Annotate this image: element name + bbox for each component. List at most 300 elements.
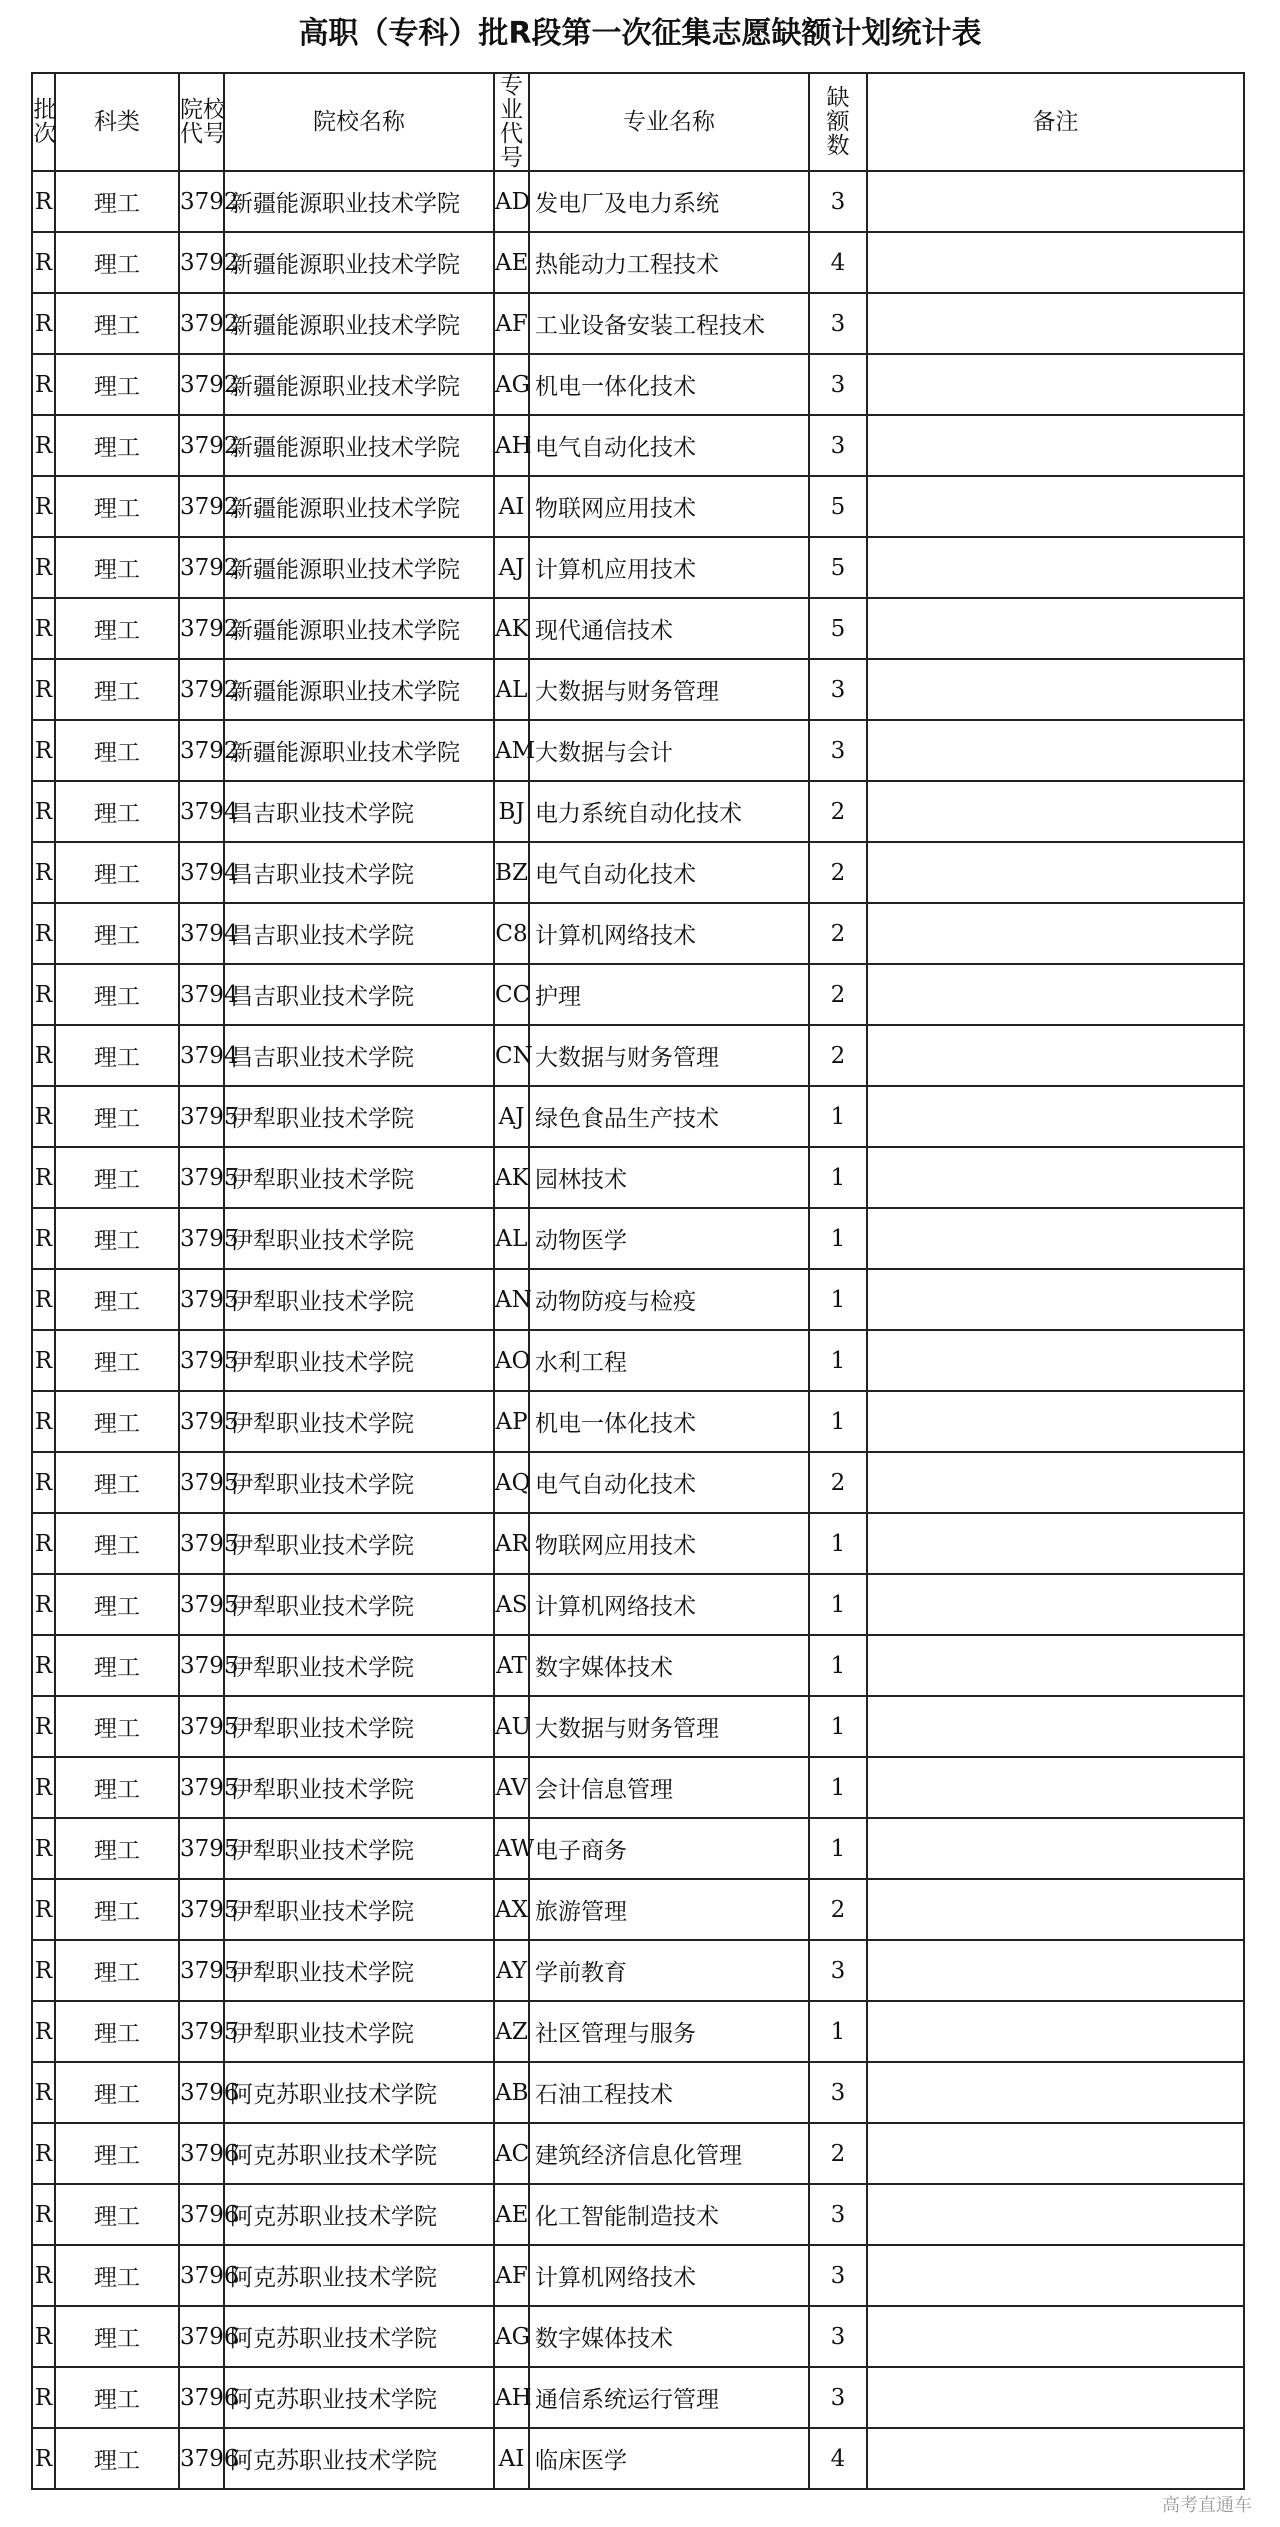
batch-cell: R bbox=[32, 1391, 55, 1452]
vacancy-count-cell: 1 bbox=[809, 1818, 867, 1879]
school-code-cell: 3792 bbox=[179, 537, 224, 598]
batch-cell: R bbox=[32, 1086, 55, 1147]
header-school-name: 院校名称 bbox=[224, 73, 494, 171]
vacancy-count-cell: 1 bbox=[809, 1574, 867, 1635]
remarks-cell bbox=[867, 1452, 1244, 1513]
major-code-cell: AD bbox=[494, 171, 529, 232]
major-code-cell: AE bbox=[494, 2184, 529, 2245]
table-row bbox=[32, 2184, 1244, 2245]
table-row bbox=[32, 354, 1244, 415]
major-name-cell: 临床医学 bbox=[529, 2428, 809, 2489]
school-code-cell: 3796 bbox=[179, 2184, 224, 2245]
major-name-cell: 大数据与财务管理 bbox=[529, 659, 809, 720]
category-cell: 理工 bbox=[55, 1818, 179, 1879]
batch-cell: R bbox=[32, 1330, 55, 1391]
batch-cell: R bbox=[32, 1147, 55, 1208]
school-name-cell: 昌吉职业技术学院 bbox=[224, 842, 494, 903]
batch-cell: R bbox=[32, 1696, 55, 1757]
vacancy-count-cell: 3 bbox=[809, 1940, 867, 2001]
batch-cell: R bbox=[32, 1574, 55, 1635]
table-row bbox=[32, 964, 1244, 1025]
vacancy-count-cell: 1 bbox=[809, 1269, 867, 1330]
remarks-cell bbox=[867, 1513, 1244, 1574]
major-name-cell: 建筑经济信息化管理 bbox=[529, 2123, 809, 2184]
batch-cell: R bbox=[32, 2245, 55, 2306]
school-code-cell: 3794 bbox=[179, 903, 224, 964]
major-code-cell: AI bbox=[494, 476, 529, 537]
major-name-cell: 大数据与会计 bbox=[529, 720, 809, 781]
category-cell: 理工 bbox=[55, 293, 179, 354]
major-code-cell: AK bbox=[494, 1147, 529, 1208]
table-row bbox=[32, 1452, 1244, 1513]
batch-cell: R bbox=[32, 2428, 55, 2489]
category-cell: 理工 bbox=[55, 781, 179, 842]
table-row bbox=[32, 2062, 1244, 2123]
batch-cell: R bbox=[32, 2367, 55, 2428]
major-code-cell: BZ bbox=[494, 842, 529, 903]
table-row bbox=[32, 232, 1244, 293]
batch-cell: R bbox=[32, 781, 55, 842]
school-code-cell: 3795 bbox=[179, 1330, 224, 1391]
table-row bbox=[32, 781, 1244, 842]
category-cell: 理工 bbox=[55, 1147, 179, 1208]
major-name-cell: 大数据与财务管理 bbox=[529, 1025, 809, 1086]
category-cell: 理工 bbox=[55, 1330, 179, 1391]
school-name-cell: 伊犁职业技术学院 bbox=[224, 1574, 494, 1635]
school-name-cell: 伊犁职业技术学院 bbox=[224, 1635, 494, 1696]
school-code-cell: 3795 bbox=[179, 1391, 224, 1452]
vacancy-count-cell: 1 bbox=[809, 2001, 867, 2062]
table-row bbox=[32, 1513, 1244, 1574]
vacancy-count-cell: 1 bbox=[809, 1757, 867, 1818]
major-code-cell: AL bbox=[494, 1208, 529, 1269]
vacancy-count-cell: 4 bbox=[809, 232, 867, 293]
school-code-cell: 3796 bbox=[179, 2306, 224, 2367]
school-name-cell: 新疆能源职业技术学院 bbox=[224, 720, 494, 781]
category-cell: 理工 bbox=[55, 1940, 179, 2001]
school-name-cell: 新疆能源职业技术学院 bbox=[224, 659, 494, 720]
vacancy-count-cell: 1 bbox=[809, 1696, 867, 1757]
batch-cell: R bbox=[32, 171, 55, 232]
table-row bbox=[32, 842, 1244, 903]
school-code-cell: 3792 bbox=[179, 598, 224, 659]
table-row bbox=[32, 1757, 1244, 1818]
vacancy-count-cell: 2 bbox=[809, 903, 867, 964]
vacancy-count-cell: 2 bbox=[809, 1452, 867, 1513]
table-row bbox=[32, 1818, 1244, 1879]
vacancy-count-cell: 3 bbox=[809, 659, 867, 720]
table-row bbox=[32, 1391, 1244, 1452]
school-code-cell: 3795 bbox=[179, 1696, 224, 1757]
school-code-cell: 3796 bbox=[179, 2428, 224, 2489]
batch-cell: R bbox=[32, 1025, 55, 1086]
major-name-cell: 计算机网络技术 bbox=[529, 1574, 809, 1635]
category-cell: 理工 bbox=[55, 1086, 179, 1147]
school-code-cell: 3796 bbox=[179, 2245, 224, 2306]
major-name-cell: 护理 bbox=[529, 964, 809, 1025]
table-row bbox=[32, 171, 1244, 232]
vacancy-count-cell: 1 bbox=[809, 1330, 867, 1391]
vacancy-count-cell: 3 bbox=[809, 293, 867, 354]
remarks-cell bbox=[867, 964, 1244, 1025]
school-name-cell: 伊犁职业技术学院 bbox=[224, 1757, 494, 1818]
remarks-cell bbox=[867, 476, 1244, 537]
major-name-cell: 动物医学 bbox=[529, 1208, 809, 1269]
major-name-cell: 通信系统运行管理 bbox=[529, 2367, 809, 2428]
major-name-cell: 水利工程 bbox=[529, 1330, 809, 1391]
school-code-cell: 3795 bbox=[179, 1574, 224, 1635]
vacancy-count-cell: 1 bbox=[809, 1513, 867, 1574]
vacancy-count-cell: 1 bbox=[809, 1147, 867, 1208]
major-code-cell: AT bbox=[494, 1635, 529, 1696]
vacancy-count-cell: 1 bbox=[809, 1635, 867, 1696]
school-name-cell: 新疆能源职业技术学院 bbox=[224, 354, 494, 415]
header-major-name: 专业名称 bbox=[529, 73, 809, 171]
remarks-cell bbox=[867, 1208, 1244, 1269]
remarks-cell bbox=[867, 1696, 1244, 1757]
category-cell: 理工 bbox=[55, 598, 179, 659]
header-remarks: 备注 bbox=[867, 73, 1244, 171]
remarks-cell bbox=[867, 1818, 1244, 1879]
category-cell: 理工 bbox=[55, 415, 179, 476]
school-code-cell: 3795 bbox=[179, 1208, 224, 1269]
table-row bbox=[32, 476, 1244, 537]
school-name-cell: 阿克苏职业技术学院 bbox=[224, 2306, 494, 2367]
batch-cell: R bbox=[32, 598, 55, 659]
remarks-cell bbox=[867, 1025, 1244, 1086]
remarks-cell bbox=[867, 2428, 1244, 2489]
remarks-cell bbox=[867, 171, 1244, 232]
category-cell: 理工 bbox=[55, 1574, 179, 1635]
school-code-cell: 3795 bbox=[179, 1818, 224, 1879]
major-name-cell: 学前教育 bbox=[529, 1940, 809, 2001]
vacancy-count-cell: 2 bbox=[809, 1879, 867, 1940]
table-row bbox=[32, 598, 1244, 659]
remarks-cell bbox=[867, 659, 1244, 720]
table-row bbox=[32, 720, 1244, 781]
watermark-text: 高考直通车 bbox=[1162, 2495, 1252, 2516]
major-code-cell: AL bbox=[494, 659, 529, 720]
category-cell: 理工 bbox=[55, 1757, 179, 1818]
major-name-cell: 计算机网络技术 bbox=[529, 903, 809, 964]
batch-cell: R bbox=[32, 415, 55, 476]
vacancy-table bbox=[31, 72, 1245, 2490]
school-name-cell: 昌吉职业技术学院 bbox=[224, 903, 494, 964]
remarks-cell bbox=[867, 903, 1244, 964]
remarks-cell bbox=[867, 1147, 1244, 1208]
school-code-cell: 3795 bbox=[179, 2001, 224, 2062]
school-name-cell: 阿克苏职业技术学院 bbox=[224, 2428, 494, 2489]
major-code-cell: AO bbox=[494, 1330, 529, 1391]
school-name-cell: 昌吉职业技术学院 bbox=[224, 964, 494, 1025]
major-name-cell: 热能动力工程技术 bbox=[529, 232, 809, 293]
major-name-cell: 石油工程技术 bbox=[529, 2062, 809, 2123]
school-name-cell: 新疆能源职业技术学院 bbox=[224, 415, 494, 476]
table-row bbox=[32, 293, 1244, 354]
major-code-cell: AU bbox=[494, 1696, 529, 1757]
category-cell: 理工 bbox=[55, 964, 179, 1025]
major-code-cell: AK bbox=[494, 598, 529, 659]
table-row bbox=[32, 415, 1244, 476]
category-cell: 理工 bbox=[55, 2245, 179, 2306]
table-row bbox=[32, 1025, 1244, 1086]
table-row bbox=[32, 1147, 1244, 1208]
major-code-cell: AH bbox=[494, 415, 529, 476]
table-row bbox=[32, 1269, 1244, 1330]
batch-cell: R bbox=[32, 2062, 55, 2123]
category-cell: 理工 bbox=[55, 1696, 179, 1757]
table-row bbox=[32, 2123, 1244, 2184]
batch-cell: R bbox=[32, 720, 55, 781]
header-category: 科类 bbox=[55, 73, 179, 171]
major-code-cell: BJ bbox=[494, 781, 529, 842]
major-name-cell: 社区管理与服务 bbox=[529, 2001, 809, 2062]
table-row bbox=[32, 1940, 1244, 2001]
major-code-cell: AX bbox=[494, 1879, 529, 1940]
major-code-cell: AN bbox=[494, 1269, 529, 1330]
school-name-cell: 阿克苏职业技术学院 bbox=[224, 2184, 494, 2245]
batch-cell: R bbox=[32, 903, 55, 964]
school-code-cell: 3792 bbox=[179, 354, 224, 415]
batch-cell: R bbox=[32, 1269, 55, 1330]
table-row bbox=[32, 659, 1244, 720]
batch-cell: R bbox=[32, 1513, 55, 1574]
remarks-cell bbox=[867, 1635, 1244, 1696]
batch-cell: R bbox=[32, 537, 55, 598]
header-batch: 批次 bbox=[32, 73, 55, 171]
remarks-cell bbox=[867, 842, 1244, 903]
major-code-cell: AG bbox=[494, 354, 529, 415]
major-code-cell: AJ bbox=[494, 1086, 529, 1147]
school-name-cell: 伊犁职业技术学院 bbox=[224, 1147, 494, 1208]
school-code-cell: 3792 bbox=[179, 476, 224, 537]
table-row bbox=[32, 2367, 1244, 2428]
remarks-cell bbox=[867, 1940, 1244, 2001]
table-row bbox=[32, 2428, 1244, 2489]
category-cell: 理工 bbox=[55, 2306, 179, 2367]
school-code-cell: 3795 bbox=[179, 1086, 224, 1147]
category-cell: 理工 bbox=[55, 842, 179, 903]
school-code-cell: 3796 bbox=[179, 2123, 224, 2184]
school-code-cell: 3796 bbox=[179, 2367, 224, 2428]
major-name-cell: 计算机网络技术 bbox=[529, 2245, 809, 2306]
vacancy-count-cell: 2 bbox=[809, 781, 867, 842]
remarks-cell bbox=[867, 1330, 1244, 1391]
major-name-cell: 绿色食品生产技术 bbox=[529, 1086, 809, 1147]
category-cell: 理工 bbox=[55, 2062, 179, 2123]
school-name-cell: 伊犁职业技术学院 bbox=[224, 1086, 494, 1147]
category-cell: 理工 bbox=[55, 1269, 179, 1330]
major-code-cell: AF bbox=[494, 2245, 529, 2306]
major-code-cell: C8 bbox=[494, 903, 529, 964]
vacancy-count-cell: 3 bbox=[809, 171, 867, 232]
major-code-cell: AI bbox=[494, 2428, 529, 2489]
school-name-cell: 新疆能源职业技术学院 bbox=[224, 232, 494, 293]
major-name-cell: 电子商务 bbox=[529, 1818, 809, 1879]
category-cell: 理工 bbox=[55, 1391, 179, 1452]
school-code-cell: 3792 bbox=[179, 415, 224, 476]
remarks-cell bbox=[867, 2062, 1244, 2123]
major-name-cell: 现代通信技术 bbox=[529, 598, 809, 659]
page-title: 高职（专科）批R段第一次征集志愿缺额计划统计表 bbox=[298, 16, 982, 51]
major-name-cell: 大数据与财务管理 bbox=[529, 1696, 809, 1757]
vacancy-count-cell: 1 bbox=[809, 1391, 867, 1452]
table-row bbox=[32, 1879, 1244, 1940]
vacancy-count-cell: 5 bbox=[809, 476, 867, 537]
school-code-cell: 3795 bbox=[179, 1757, 224, 1818]
table-row bbox=[32, 1635, 1244, 1696]
batch-cell: R bbox=[32, 2184, 55, 2245]
table-row bbox=[32, 1330, 1244, 1391]
school-name-cell: 新疆能源职业技术学院 bbox=[224, 476, 494, 537]
table-row bbox=[32, 1086, 1244, 1147]
vacancy-count-cell: 2 bbox=[809, 2123, 867, 2184]
batch-cell: R bbox=[32, 964, 55, 1025]
school-name-cell: 昌吉职业技术学院 bbox=[224, 1025, 494, 1086]
major-name-cell: 动物防疫与检疫 bbox=[529, 1269, 809, 1330]
school-code-cell: 3795 bbox=[179, 1513, 224, 1574]
vacancy-count-cell: 2 bbox=[809, 964, 867, 1025]
school-name-cell: 伊犁职业技术学院 bbox=[224, 1269, 494, 1330]
school-name-cell: 伊犁职业技术学院 bbox=[224, 1818, 494, 1879]
major-name-cell: 计算机应用技术 bbox=[529, 537, 809, 598]
table-row bbox=[32, 1208, 1244, 1269]
school-code-cell: 3795 bbox=[179, 1879, 224, 1940]
category-cell: 理工 bbox=[55, 1208, 179, 1269]
major-code-cell: AZ bbox=[494, 2001, 529, 2062]
remarks-cell bbox=[867, 2306, 1244, 2367]
category-cell: 理工 bbox=[55, 720, 179, 781]
batch-cell: R bbox=[32, 293, 55, 354]
table-row bbox=[32, 903, 1244, 964]
major-name-cell: 旅游管理 bbox=[529, 1879, 809, 1940]
major-code-cell: AF bbox=[494, 293, 529, 354]
school-name-cell: 伊犁职业技术学院 bbox=[224, 1696, 494, 1757]
category-cell: 理工 bbox=[55, 903, 179, 964]
batch-cell: R bbox=[32, 1452, 55, 1513]
major-code-cell: AC bbox=[494, 2123, 529, 2184]
school-name-cell: 伊犁职业技术学院 bbox=[224, 2001, 494, 2062]
batch-cell: R bbox=[32, 2306, 55, 2367]
category-cell: 理工 bbox=[55, 537, 179, 598]
table-row bbox=[32, 1696, 1244, 1757]
major-code-cell: AS bbox=[494, 1574, 529, 1635]
header-vacancies: 缺额数 bbox=[809, 73, 867, 171]
batch-cell: R bbox=[32, 1757, 55, 1818]
major-code-cell: AE bbox=[494, 232, 529, 293]
vacancy-count-cell: 3 bbox=[809, 354, 867, 415]
category-cell: 理工 bbox=[55, 2428, 179, 2489]
school-name-cell: 伊犁职业技术学院 bbox=[224, 1330, 494, 1391]
vacancy-count-cell: 5 bbox=[809, 598, 867, 659]
school-code-cell: 3795 bbox=[179, 1147, 224, 1208]
remarks-cell bbox=[867, 354, 1244, 415]
batch-cell: R bbox=[32, 476, 55, 537]
major-code-cell: AJ bbox=[494, 537, 529, 598]
remarks-cell bbox=[867, 720, 1244, 781]
remarks-cell bbox=[867, 2184, 1244, 2245]
table-row bbox=[32, 537, 1244, 598]
school-name-cell: 阿克苏职业技术学院 bbox=[224, 2123, 494, 2184]
school-code-cell: 3796 bbox=[179, 2062, 224, 2123]
school-name-cell: 新疆能源职业技术学院 bbox=[224, 293, 494, 354]
school-name-cell: 新疆能源职业技术学院 bbox=[224, 171, 494, 232]
major-name-cell: 机电一体化技术 bbox=[529, 1391, 809, 1452]
school-name-cell: 阿克苏职业技术学院 bbox=[224, 2245, 494, 2306]
table-row bbox=[32, 1574, 1244, 1635]
remarks-cell bbox=[867, 2001, 1244, 2062]
category-cell: 理工 bbox=[55, 659, 179, 720]
vacancy-count-cell: 1 bbox=[809, 1208, 867, 1269]
remarks-cell bbox=[867, 1269, 1244, 1330]
major-code-cell: AG bbox=[494, 2306, 529, 2367]
batch-cell: R bbox=[32, 659, 55, 720]
vacancy-count-cell: 3 bbox=[809, 2184, 867, 2245]
table-body bbox=[32, 171, 1244, 2489]
school-name-cell: 昌吉职业技术学院 bbox=[224, 781, 494, 842]
batch-cell: R bbox=[32, 1208, 55, 1269]
category-cell: 理工 bbox=[55, 1452, 179, 1513]
school-code-cell: 3792 bbox=[179, 232, 224, 293]
vacancy-count-cell: 3 bbox=[809, 720, 867, 781]
major-code-cell: CC bbox=[494, 964, 529, 1025]
major-name-cell: 物联网应用技术 bbox=[529, 476, 809, 537]
major-code-cell: AV bbox=[494, 1757, 529, 1818]
major-code-cell: AY bbox=[494, 1940, 529, 2001]
vacancy-count-cell: 4 bbox=[809, 2428, 867, 2489]
category-cell: 理工 bbox=[55, 2184, 179, 2245]
table-row bbox=[32, 2245, 1244, 2306]
major-name-cell: 数字媒体技术 bbox=[529, 1635, 809, 1696]
school-name-cell: 新疆能源职业技术学院 bbox=[224, 598, 494, 659]
remarks-cell bbox=[867, 1086, 1244, 1147]
vacancy-count-cell: 1 bbox=[809, 1086, 867, 1147]
remarks-cell bbox=[867, 1574, 1244, 1635]
major-code-cell: AB bbox=[494, 2062, 529, 2123]
major-code-cell: AW bbox=[494, 1818, 529, 1879]
category-cell: 理工 bbox=[55, 1879, 179, 1940]
school-code-cell: 3795 bbox=[179, 1452, 224, 1513]
school-name-cell: 阿克苏职业技术学院 bbox=[224, 2367, 494, 2428]
major-name-cell: 电气自动化技术 bbox=[529, 842, 809, 903]
school-name-cell: 伊犁职业技术学院 bbox=[224, 1940, 494, 2001]
category-cell: 理工 bbox=[55, 2367, 179, 2428]
school-code-cell: 3792 bbox=[179, 293, 224, 354]
school-name-cell: 阿克苏职业技术学院 bbox=[224, 2062, 494, 2123]
school-name-cell: 伊犁职业技术学院 bbox=[224, 1513, 494, 1574]
school-code-cell: 3795 bbox=[179, 1635, 224, 1696]
school-code-cell: 3792 bbox=[179, 720, 224, 781]
major-code-cell: AQ bbox=[494, 1452, 529, 1513]
major-code-cell: AH bbox=[494, 2367, 529, 2428]
vacancy-count-cell: 3 bbox=[809, 2245, 867, 2306]
school-code-cell: 3794 bbox=[179, 842, 224, 903]
school-code-cell: 3795 bbox=[179, 1269, 224, 1330]
batch-cell: R bbox=[32, 2123, 55, 2184]
remarks-cell bbox=[867, 537, 1244, 598]
header-school-code: 院校代号 bbox=[179, 73, 224, 171]
batch-cell: R bbox=[32, 232, 55, 293]
remarks-cell bbox=[867, 232, 1244, 293]
major-code-cell: AP bbox=[494, 1391, 529, 1452]
category-cell: 理工 bbox=[55, 2001, 179, 2062]
batch-cell: R bbox=[32, 1879, 55, 1940]
header-row bbox=[32, 73, 1244, 171]
major-name-cell: 电力系统自动化技术 bbox=[529, 781, 809, 842]
vacancy-count-cell: 2 bbox=[809, 842, 867, 903]
major-name-cell: 化工智能制造技术 bbox=[529, 2184, 809, 2245]
category-cell: 理工 bbox=[55, 1025, 179, 1086]
